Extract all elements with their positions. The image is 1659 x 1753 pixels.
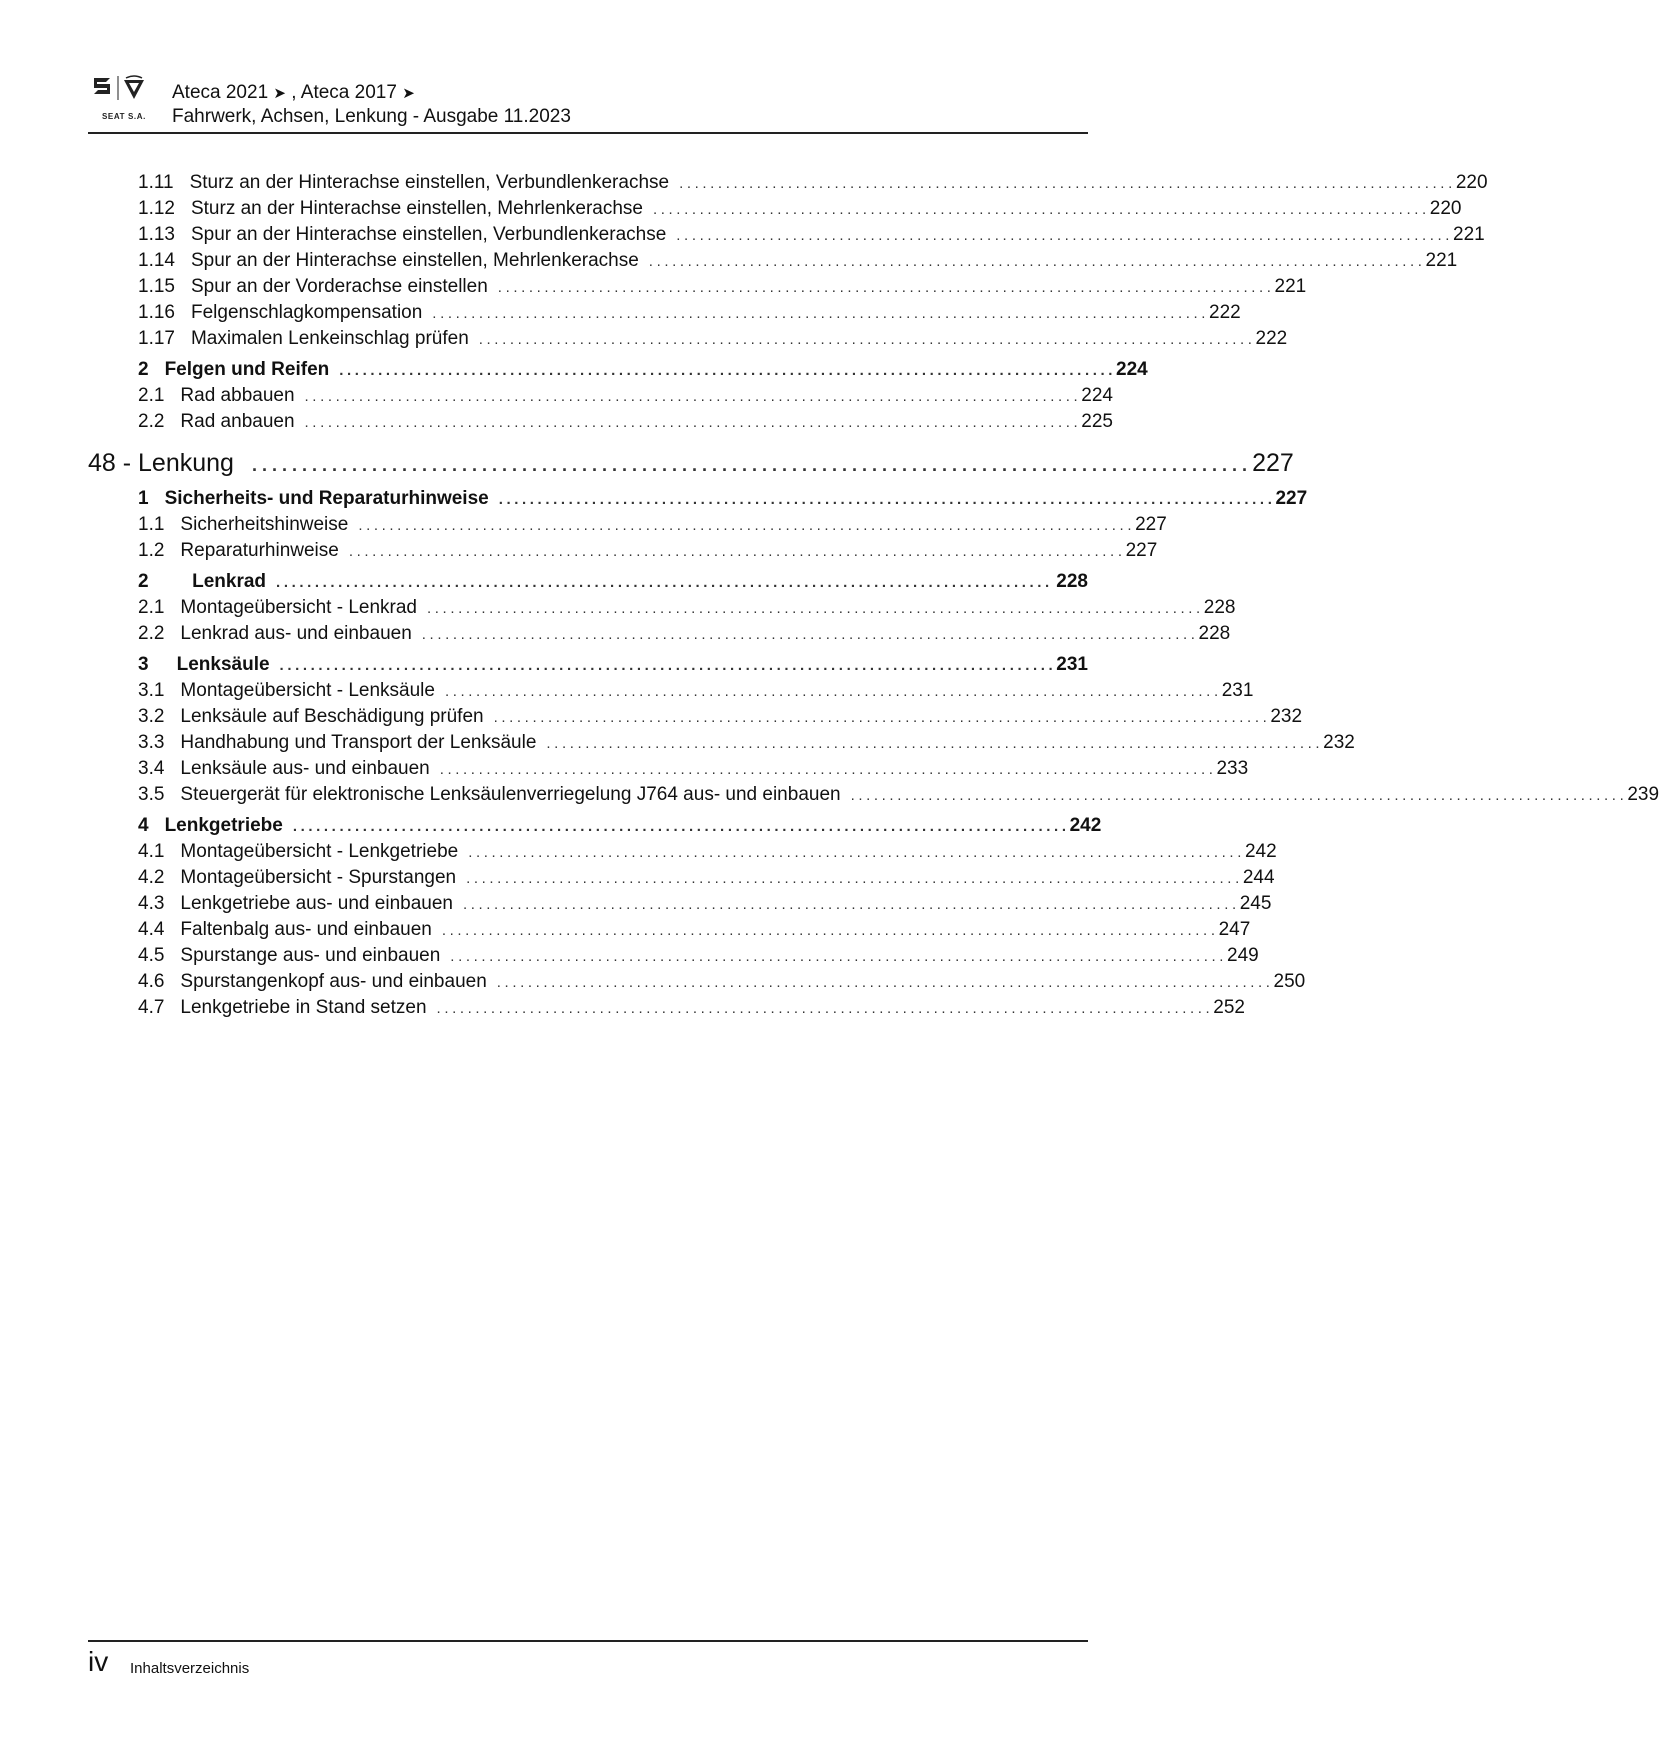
- toc-section-number: 1: [138, 488, 149, 509]
- toc-section[interactable]: [88, 654, 1088, 680]
- toc-section-page: 224: [1116, 359, 1148, 380]
- toc-chapter[interactable]: [88, 449, 1294, 487]
- toc-entry[interactable]: [88, 945, 1259, 971]
- toc-entry-page: 228: [1203, 597, 1236, 618]
- toc-entry[interactable]: [88, 841, 1277, 867]
- toc-section[interactable]: [88, 815, 1102, 841]
- toc-section-title: Sicherheits- und Reparaturhinweise: [164, 488, 489, 509]
- toc-entry-title: Sicherheitshinweise: [180, 514, 349, 535]
- arrow-right-icon: ➤: [402, 85, 415, 102]
- header-document-title: Fahrwerk, Achsen, Lenkung - Ausgabe 11.2023: [172, 106, 571, 127]
- toc-entry[interactable]: [88, 893, 1272, 919]
- page-number: iv: [88, 1646, 109, 1677]
- toc-entry-number: 4.7: [138, 997, 165, 1018]
- toc-entry[interactable]: [88, 328, 1288, 354]
- dot-leader: ....................................................................................................: [436, 1000, 1214, 1017]
- toc-entry[interactable]: [88, 224, 1485, 250]
- toc-entry-number: 2.1: [138, 597, 165, 618]
- toc-entry-number: 2.2: [138, 411, 165, 432]
- dot-leader: ....................................................................................................: [444, 683, 1222, 700]
- toc-entry[interactable]: [88, 302, 1241, 328]
- toc-entry-title: Lenksäule auf Beschädigung prüfen: [180, 706, 484, 727]
- toc-section-title: Lenksäule: [176, 654, 270, 675]
- header-model-2021: Ateca 2021: [172, 82, 274, 103]
- toc-entry-page: 242: [1244, 841, 1277, 862]
- toc-entry-page: 221: [1274, 276, 1307, 297]
- toc-entry-number: 3.2: [138, 706, 165, 727]
- toc-entry-title: Faltenbalg aus- und einbauen: [180, 919, 432, 940]
- toc-entry-page: 221: [1425, 250, 1458, 271]
- toc-entry-page: 247: [1218, 919, 1251, 940]
- toc-entry-title: Montageübersicht - Lenkrad: [180, 597, 418, 618]
- toc-section-title: Lenkrad: [192, 571, 267, 592]
- dot-leader: ....................................................................................................: [496, 974, 1274, 991]
- toc-entry-title: Montageübersicht - Lenksäule: [180, 680, 435, 701]
- dot-leader: ....................................................................................................: [466, 870, 1243, 887]
- toc-entry-number: 3.5: [138, 784, 165, 805]
- dot-leader: ....................................................................................................: [339, 362, 1117, 379]
- toc-entry-page: 224: [1081, 385, 1113, 406]
- dot-leader: ....................................................................................................: [497, 279, 1275, 296]
- toc-entry-number: 4.6: [138, 971, 165, 992]
- toc-entry-number: 1.15: [138, 276, 175, 297]
- toc-entry[interactable]: [88, 198, 1462, 224]
- toc-entry-number: 4.4: [138, 919, 165, 940]
- toc-entry-number: 1.16: [138, 302, 175, 323]
- toc-entry-page: 228: [1198, 623, 1231, 644]
- dot-leader: ....................................................................................................: [441, 922, 1219, 939]
- logo-caption: SEAT S.A.: [102, 112, 146, 121]
- toc-entry-title: Lenkgetriebe in Stand setzen: [180, 997, 427, 1018]
- dot-leader: ....................................................................................................: [251, 455, 1253, 475]
- toc-entry-page: 252: [1213, 997, 1245, 1018]
- toc-entry-page: 232: [1323, 732, 1355, 753]
- toc-entry[interactable]: [88, 172, 1488, 198]
- header-model-2017: , Ateca 2017: [286, 82, 403, 103]
- toc-entry-number: 4.1: [138, 841, 165, 862]
- toc-entry-page: 245: [1239, 893, 1272, 914]
- dot-leader: ....................................................................................................: [292, 818, 1070, 835]
- toc-section-number: 2: [138, 359, 149, 380]
- toc-entry-title: Spur an der Hinterachse einstellen, Mehrlenkerachse: [190, 250, 639, 271]
- dot-leader: ....................................................................................................: [432, 305, 1210, 322]
- toc-entry-page: 221: [1453, 224, 1485, 245]
- toc-section-page: 227: [1275, 488, 1308, 509]
- toc-section[interactable]: [88, 488, 1308, 514]
- toc-entry[interactable]: [88, 540, 1158, 566]
- dot-leader: ....................................................................................................: [478, 331, 1256, 348]
- toc-section-title: Lenkgetriebe: [164, 815, 283, 836]
- toc-entry-page: 220: [1455, 172, 1488, 193]
- dot-leader: ....................................................................................................: [276, 574, 1053, 591]
- toc-entry-page: 249: [1227, 945, 1259, 966]
- dot-leader: ....................................................................................................: [493, 709, 1271, 726]
- dot-leader: ....................................................................................................: [676, 227, 1454, 244]
- toc-entry-title: Lenksäule aus- und einbauen: [180, 758, 430, 779]
- toc-entry-number: 1.17: [138, 328, 175, 349]
- dot-leader: ....................................................................................................: [468, 844, 1245, 861]
- toc-entry[interactable]: [88, 997, 1245, 1023]
- toc-entry-page: 227: [1125, 540, 1158, 561]
- toc-entry[interactable]: [88, 971, 1306, 997]
- toc-entry-title: Spurstangenkopf aus- und einbauen: [180, 971, 487, 992]
- toc-entry-number: 4.3: [138, 893, 165, 914]
- toc-section[interactable]: [88, 571, 1088, 597]
- toc-entry[interactable]: [88, 732, 1355, 758]
- toc-entry-page: 250: [1273, 971, 1306, 992]
- toc-entry[interactable]: [88, 276, 1307, 302]
- toc-entry-title: Felgenschlagkompensation: [190, 302, 423, 323]
- toc-entry-title: Lenkgetriebe aus- und einbauen: [180, 893, 453, 914]
- toc-section-number: 4: [138, 815, 149, 836]
- toc-entry-number: 1.14: [138, 250, 175, 271]
- toc-entry[interactable]: [88, 597, 1236, 623]
- toc-section-title: Felgen und Reifen: [164, 359, 330, 380]
- dot-leader: ....................................................................................................: [648, 253, 1426, 270]
- toc-entry[interactable]: [88, 758, 1249, 784]
- toc-section-number: 2: [138, 571, 149, 592]
- toc-entry-page: 239: [1627, 784, 1659, 805]
- toc-entry-number: 3.1: [138, 680, 165, 701]
- toc-chapter-page: 227: [1252, 449, 1294, 477]
- toc-entry-number: 1.13: [138, 224, 175, 245]
- dot-leader: ....................................................................................................: [653, 201, 1430, 218]
- toc-entry-page: 222: [1255, 328, 1288, 349]
- arrow-right-icon: ➤: [273, 85, 286, 102]
- toc-entry-page: 225: [1081, 411, 1113, 432]
- toc-entry-number: 4.5: [138, 945, 165, 966]
- toc-entry-title: Rad abbauen: [180, 385, 295, 406]
- toc-entry[interactable]: [88, 784, 1659, 810]
- toc-entry-title: Spur an der Vorderachse einstellen: [190, 276, 488, 297]
- toc-entry-number: 1.11: [138, 172, 174, 193]
- dot-leader: ....................................................................................................: [546, 735, 1324, 752]
- toc-entry-title: Rad anbauen: [180, 411, 295, 432]
- seat-cupra-logo-icon: [88, 72, 152, 130]
- page-footer: [88, 1640, 1088, 1677]
- toc-entry-number: 2.2: [138, 623, 165, 644]
- toc-entry[interactable]: [88, 867, 1275, 893]
- toc-entry[interactable]: [88, 385, 1113, 411]
- toc-entry[interactable]: [88, 514, 1167, 540]
- toc-entry-title: Montageübersicht - Spurstangen: [180, 867, 457, 888]
- toc-entry-title: Spurstange aus- und einbauen: [180, 945, 441, 966]
- dot-leader: ....................................................................................................: [358, 517, 1136, 534]
- toc-entry-page: 227: [1135, 514, 1167, 535]
- toc-entry-number: 1.1: [138, 514, 165, 535]
- toc-section-page: 242: [1069, 815, 1102, 836]
- toc-entry-page: 222: [1209, 302, 1241, 323]
- dot-leader: ....................................................................................................: [439, 761, 1217, 778]
- dot-leader: ....................................................................................................: [679, 175, 1456, 192]
- dot-leader: ....................................................................................................: [421, 626, 1199, 643]
- toc-chapter-title: 48 - Lenkung: [88, 449, 234, 477]
- toc-entry-number: 3.3: [138, 732, 165, 753]
- toc-entry-number: 1.2: [138, 540, 165, 561]
- dot-leader: ....................................................................................................: [450, 948, 1228, 965]
- toc-entry-title: Spur an der Hinterachse einstellen, Verbundlenkerachse: [190, 224, 667, 245]
- toc-entry-page: 232: [1270, 706, 1303, 727]
- dot-leader: ....................................................................................................: [462, 896, 1240, 913]
- toc-entry-title: Sturz an der Hinterachse einstellen, Verbundlenkerachse: [189, 172, 670, 193]
- toc-entry[interactable]: [88, 411, 1113, 437]
- dot-leader: ....................................................................................................: [348, 543, 1126, 560]
- toc-entry[interactable]: [88, 680, 1254, 706]
- dot-leader: ....................................................................................................: [498, 491, 1276, 508]
- toc-section[interactable]: [88, 359, 1148, 385]
- toc-entry-title: Lenkrad aus- und einbauen: [180, 623, 412, 644]
- toc-entry-page: 233: [1216, 758, 1249, 779]
- toc-entry-title: Reparaturhinweise: [180, 540, 339, 561]
- toc-entry-number: 3.4: [138, 758, 165, 779]
- toc-section-page: 228: [1056, 571, 1088, 592]
- table-of-contents: [88, 172, 1659, 1023]
- header-vehicle-title: [172, 82, 415, 104]
- toc-entry[interactable]: [88, 623, 1231, 649]
- toc-entry-page: 220: [1429, 198, 1462, 219]
- toc-section-page: 231: [1056, 654, 1088, 675]
- toc-entry-title: Steuergerät für elektronische Lenksäulenverriegelung J764 aus- und einbauen: [180, 784, 841, 805]
- toc-entry-title: Handhabung und Transport der Lenksäule: [180, 732, 537, 753]
- toc-entry[interactable]: [88, 250, 1458, 276]
- dot-leader: ....................................................................................................: [304, 414, 1082, 431]
- toc-entry-page: 244: [1242, 867, 1275, 888]
- toc-section-number: 3: [138, 654, 149, 675]
- toc-entry-title: Sturz an der Hinterachse einstellen, Mehrlenkerachse: [190, 198, 643, 219]
- toc-entry-number: 2.1: [138, 385, 165, 406]
- toc-entry[interactable]: [88, 919, 1251, 945]
- footer-label: Inhaltsverzeichnis: [130, 1660, 250, 1677]
- toc-entry-page: 231: [1221, 680, 1254, 701]
- toc-entry-title: Montageübersicht - Lenkgetriebe: [180, 841, 459, 862]
- dot-leader: ....................................................................................................: [304, 388, 1082, 405]
- dot-leader: ....................................................................................................: [279, 657, 1057, 674]
- toc-entry-title: Maximalen Lenkeinschlag prüfen: [190, 328, 469, 349]
- page-header: [88, 72, 1088, 134]
- toc-entry[interactable]: [88, 706, 1303, 732]
- toc-entry-number: 4.2: [138, 867, 165, 888]
- toc-entry-number: 1.12: [138, 198, 175, 219]
- dot-leader: ....................................................................................................: [427, 600, 1204, 617]
- dot-leader: ....................................................................................................: [850, 787, 1628, 804]
